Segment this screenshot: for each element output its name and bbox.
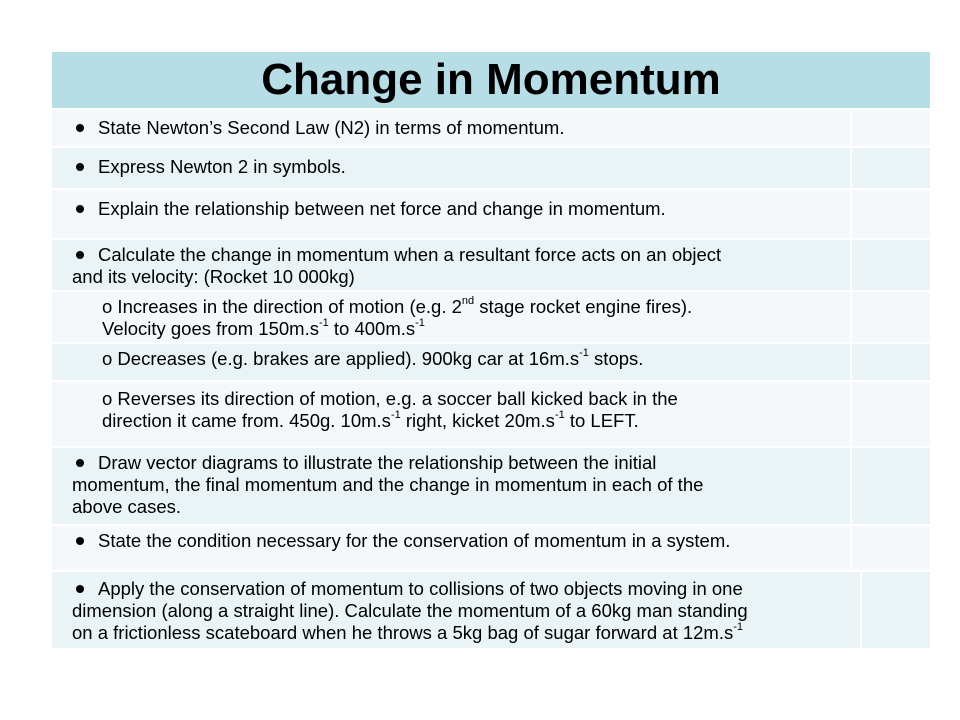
superscript: -1 [579,347,589,359]
row-side-cell [854,190,930,238]
row-text: right, kicket 20m.s [400,410,555,431]
bullet-icon [76,251,84,259]
superscript: -1 [554,409,565,421]
table-row [52,290,930,342]
row-side-cell [854,344,930,380]
row-text: o Decreases (e.g. brakes are applied). 900kg car at 16m.s [102,348,580,369]
bullet-icon [76,459,84,467]
row-text: Velocity goes from 150m.s [102,318,319,339]
row-side-cell [854,526,930,570]
row-text-line: and its velocity: (Rocket 10 000kg) [72,266,355,287]
table-row [52,570,930,648]
bullet-icon [76,205,84,213]
title-bar [52,52,930,108]
row-text-cell [52,382,852,446]
row-side-cell [854,572,930,648]
row-text-line: Apply the conservation of momentum to collisions of two objects moving in one [98,578,743,599]
row-text: State the condition necessary for the conservation of momentum in a system. [98,530,731,551]
row-text-line: o Reverses its direction of motion, e.g. a soccer ball kicked back in the [102,388,678,409]
superscript: -1 [318,317,329,329]
row-text-cell [52,448,852,524]
row-text-line: Draw vector diagrams to illustrate the relationship between the initial [98,452,657,473]
superscript: -1 [733,621,744,633]
table-row [52,524,930,570]
row-side-cell [854,292,930,342]
row-text-cell [52,292,852,342]
row-text: on a frictionless scateboard when he throws a 5kg bag of sugar forward at 12m.s [72,622,734,643]
row-text: to 400m.s [328,318,416,339]
row-side-cell [854,110,930,146]
superscript: -1 [390,409,401,421]
row-text-line: Calculate the change in momentum when a resultant force acts on an object [98,244,722,265]
row-text: State Newton’s Second Law (N2) in terms of momentum. [98,117,565,138]
row-text-cell [52,344,852,380]
row-text-cell [52,526,852,570]
row-side-cell [854,382,930,446]
row-side-cell [854,148,930,188]
table-row [52,446,930,524]
superscript: nd [461,295,475,307]
row-text: Explain the relationship between net force and change in momentum. [98,198,666,219]
row-text-cell [52,572,862,648]
objectives-table [52,52,930,648]
row-text: o Increases in the direction of motion (e.g. 2 [102,296,462,317]
row-text-cell [52,190,852,238]
table-row [52,146,930,188]
bullet-icon [76,537,84,545]
page-title: Change in Momentum [261,55,721,104]
row-text-line: above cases. [72,496,182,517]
row-text: stage rocket engine fires). [474,296,693,317]
table-row [52,342,930,380]
row-text-line: momentum, the final momentum and the change in momentum in each of the [72,474,704,495]
table-row [52,238,930,290]
row-text: to LEFT. [564,410,639,431]
table-row [52,108,930,146]
row-text: direction it came from. 450g. 10m.s [102,410,391,431]
row-text: stops. [588,348,644,369]
bullet-icon [76,163,84,171]
row-text: Express Newton 2 in symbols. [98,156,346,177]
table-row [52,188,930,238]
row-text-cell [52,148,852,188]
row-text-line: dimension (along a straight line). Calculate the momentum of a 60kg man standing [72,600,748,621]
row-side-cell [854,448,930,524]
bullet-icon [76,124,84,132]
row-side-cell [854,240,930,290]
table-row [52,380,930,446]
row-text-cell [52,240,852,290]
bullet-icon [76,585,84,593]
superscript: -1 [415,317,425,329]
row-text-cell [52,110,852,146]
